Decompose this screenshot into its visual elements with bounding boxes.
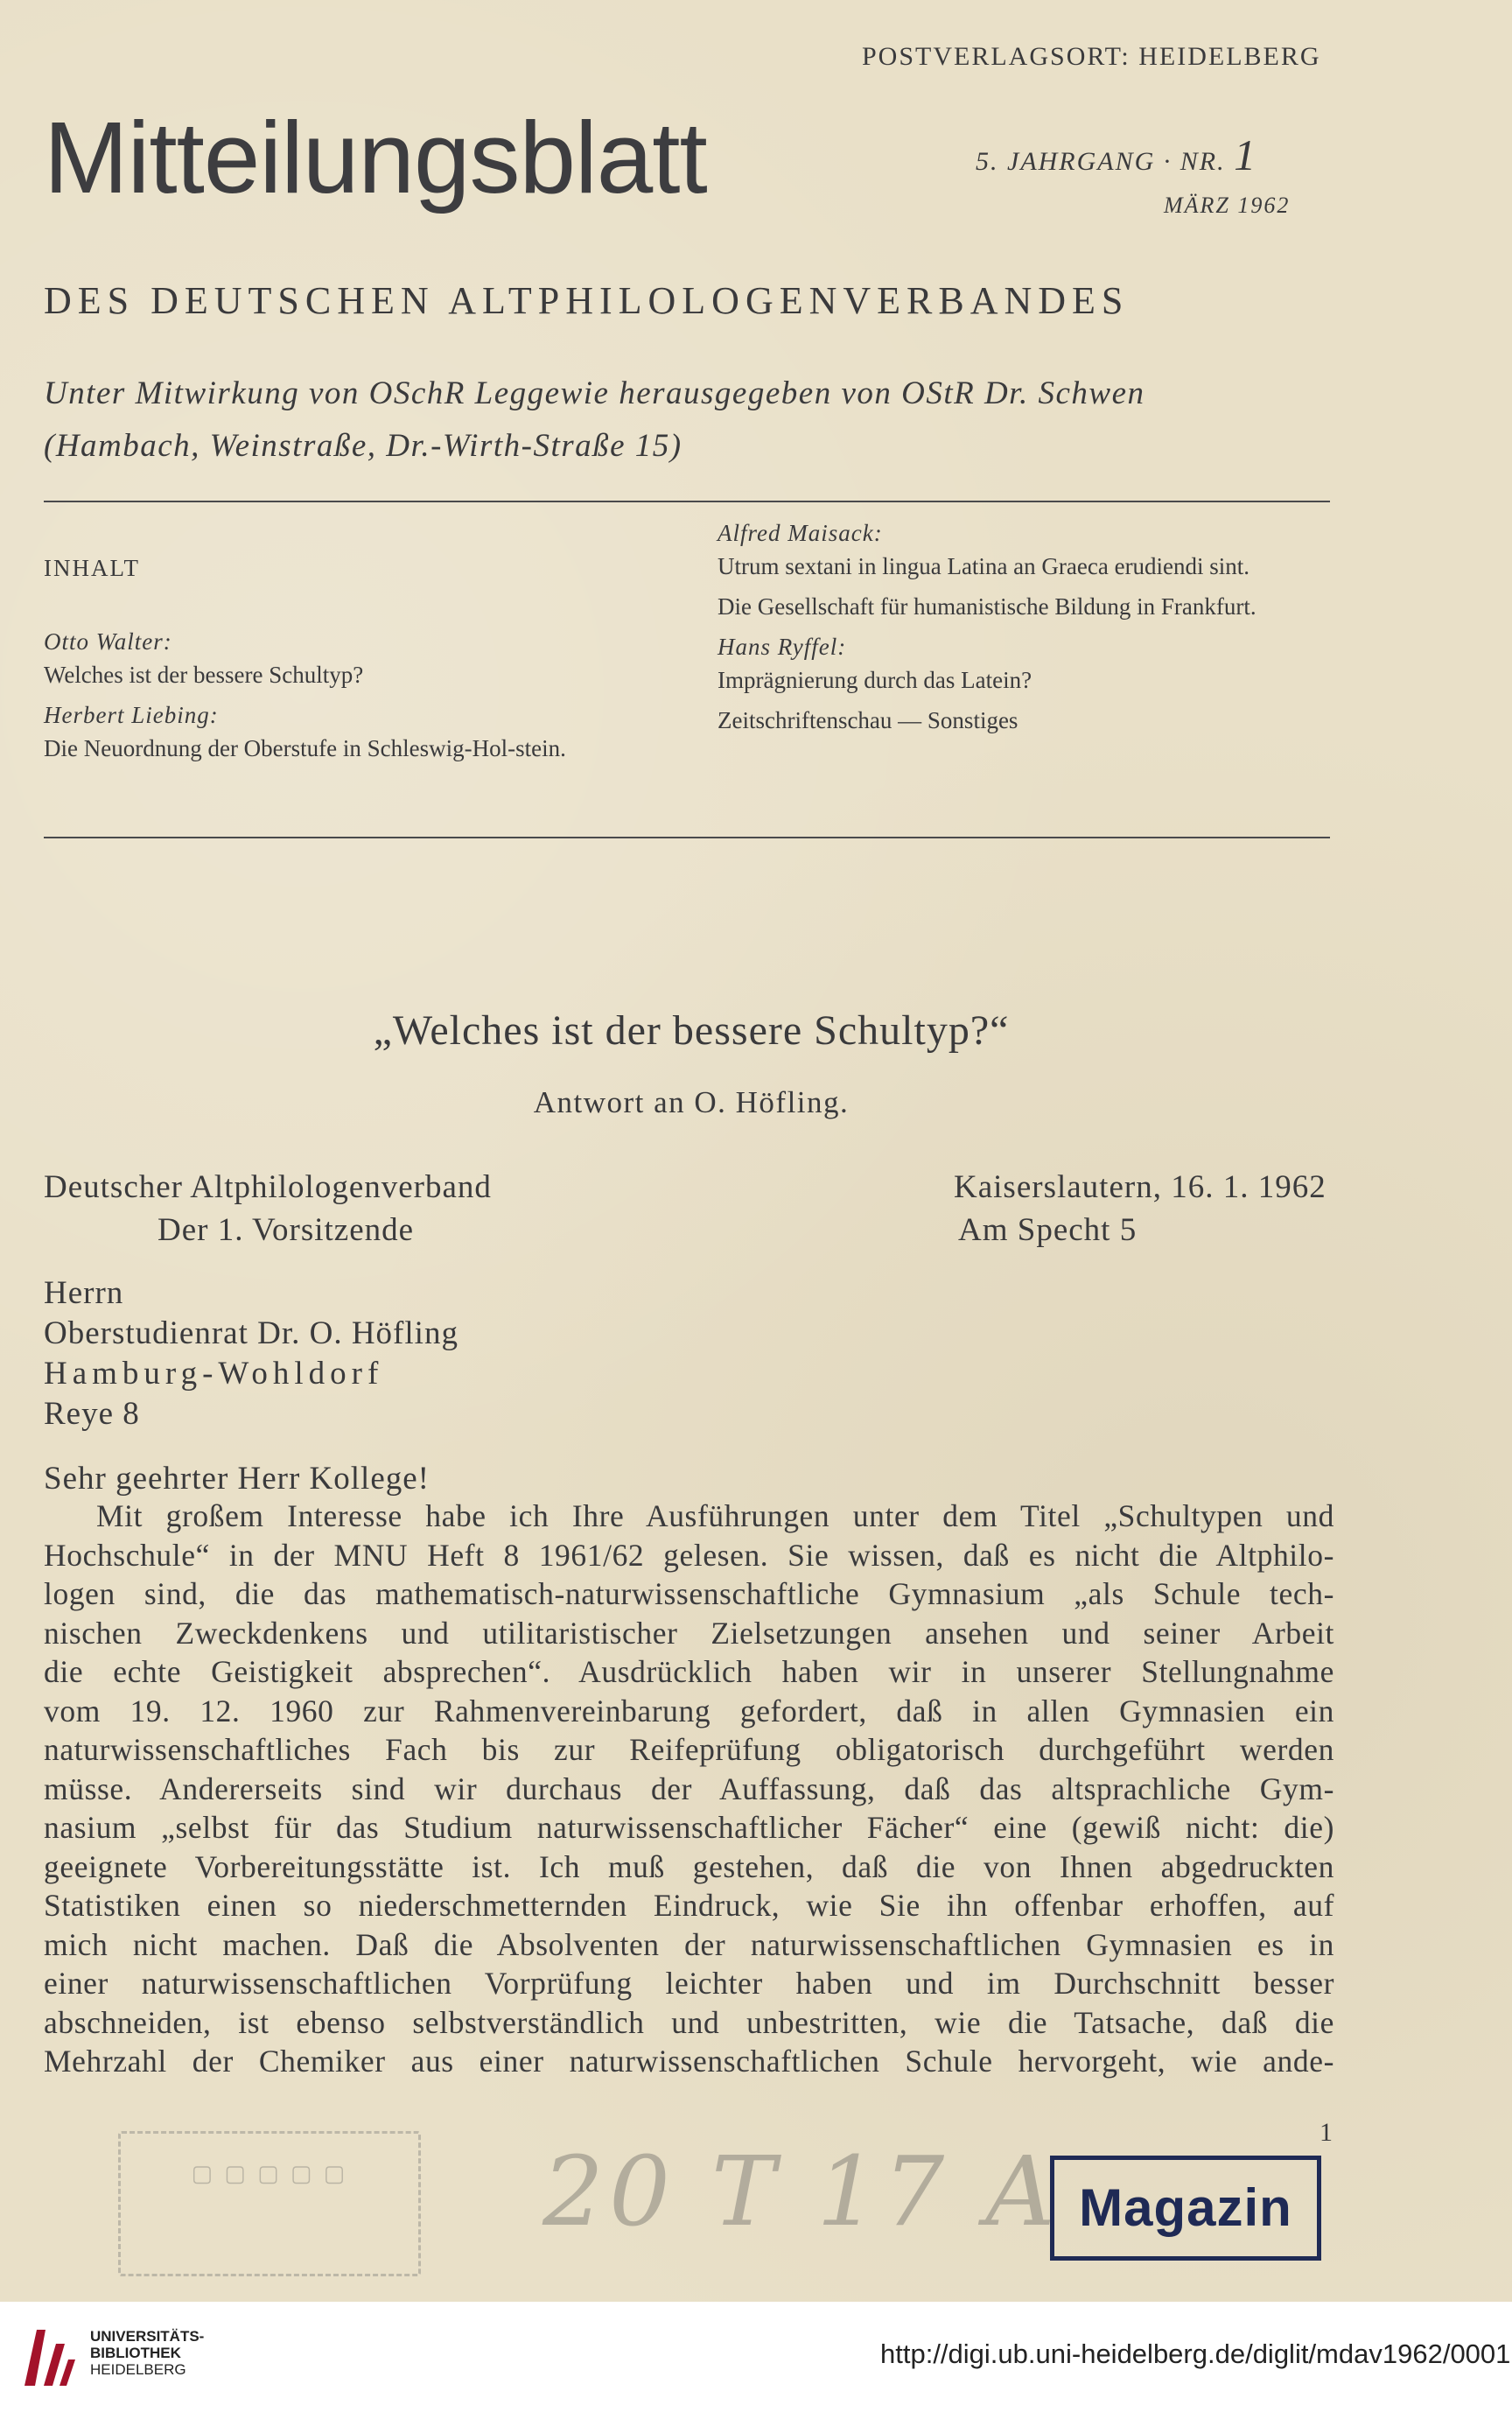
body-line: müsse. Andererseits sind wir durchaus der Auffassung, daß das altsprachliche Gym- <box>44 1770 1334 1806</box>
toc-left-column <box>44 551 665 765</box>
street-line: Am Specht 5 <box>958 1212 1138 1248</box>
body-line: die echte Geistigkeit absprechen“. Ausdrücklich haben wir in unserer Stellungnahme <box>44 1654 1334 1689</box>
toc-right-column <box>718 516 1334 737</box>
masthead-subtitle: DES DEUTSCHEN ALTPHILOLOGENVERBANDES <box>44 279 1130 322</box>
body-line: naturwissenschaftliches Fach bis zur Reifeprüfung obligatorisch durchgeführt werden <box>44 1732 1334 1767</box>
toc-heading: INHALT <box>44 555 140 581</box>
toc-title: Zeitschriftenschau — Sonstiges <box>718 707 1018 733</box>
body-line: abschneiden, ist ebenso selbstverständlich und unbestritten, wie die Tatsache, daß die <box>44 2004 1334 2040</box>
editors-line-2: (Hambach, Weinstraße, Dr.-Wirth-Straße 15) <box>44 428 682 464</box>
permalink-url[interactable]: http://digi.ub.uni-heidelberg.de/diglit/mdav1962/0001 <box>880 2338 1511 2369</box>
toc-author: Alfred Maisack: <box>718 520 883 546</box>
issue-line <box>976 130 1257 180</box>
body-line: Statistiken einen so niederschmetternden Eindruck, wie Sie ihn offenbar erhoffen, auf <box>44 1888 1334 1923</box>
body-line: Mehrzahl der Chemiker aus einer naturwissenschaftlichen Schule hervorgeht, wie ande- <box>44 2044 1334 2079</box>
body-line: nasium „selbst für das Studium naturwissenschaftlicher Fächer“ eine (gewiß nicht: die) <box>44 1810 1334 1845</box>
library-line-3: HEIDELBERG <box>90 2361 186 2378</box>
sender-line-2: Der 1. Vorsitzende <box>158 1212 415 1248</box>
top-divider <box>44 501 1330 502</box>
body-line: vom 19. 12. 1960 zur Rahmenvereinbarung gefordert, daß in allen Gymnasien ein <box>44 1693 1334 1728</box>
body-line: logen sind, die das mathematisch-naturwissenschaftliche Gymnasium „als Schule tech- <box>44 1576 1334 1611</box>
postverlag-line: POSTVERLAGSORT: HEIDELBERG <box>862 42 1321 71</box>
body-line: nischen Zweckdenkens und utilitaristischer Zielsetzungen ansehen und seiner Arbeit <box>44 1615 1334 1651</box>
address-line: Reye 8 <box>44 1396 140 1432</box>
toc-title: Utrum sextani in lingua Latina an Graeca erudiendi sint. <box>718 553 1250 579</box>
issue-number: 1 <box>1234 130 1258 179</box>
address-line: Oberstudienrat Dr. O. Höfling <box>44 1315 458 1351</box>
shelfmark-handwriting: 20 T 17 A <box>542 2135 1060 2247</box>
masthead-title: Mitteilungsblatt <box>44 101 707 214</box>
body-line: geeignete Vorbereitungsstätte ist. Ich muß gestehen, daß die von Ihnen abgedruckten <box>44 1848 1334 1884</box>
toc-author: Herbert Liebing: <box>44 702 219 728</box>
faded-library-stamp: ▢ ▢ ▢ ▢ ▢ <box>118 2131 421 2276</box>
place-date-line: Kaiserslautern, 16. 1. 1962 <box>954 1169 1326 1205</box>
article-title: „Welches ist der bessere Schultyp?“ <box>373 1007 1010 1054</box>
body-line: einer naturwissenschaftlichen Vorprüfung leichter haben und im Durchschnitt besser <box>44 1966 1334 2001</box>
magazin-stamp-label: Magazin <box>1079 2178 1292 2237</box>
university-logo-icon <box>18 2317 79 2394</box>
salutation: Sehr geehrter Herr Kollege! <box>44 1461 430 1497</box>
library-name <box>90 2328 265 2378</box>
bottom-divider <box>44 837 1330 838</box>
body-line: Mit großem Interesse habe ich Ihre Ausführungen unter dem Titel „Schultypen und <box>96 1498 1334 1533</box>
article-body <box>44 1497 1334 2081</box>
article-subtitle: Antwort an O. Höfling. <box>533 1085 850 1119</box>
address-line: Hamburg-Wohldorf <box>44 1356 384 1392</box>
body-line: Hochschule“ in der MNU Heft 8 1961/62 gelesen. Sie wissen, daß es nicht die Altphilo- <box>44 1537 1334 1573</box>
toc-title: Welches ist der bessere Schultyp? <box>44 662 364 688</box>
body-line: mich nicht machen. Daß die Absolventen der naturwissenschaftlichen Gymnasien es in <box>44 1926 1334 1962</box>
toc-title: Imprägnierung durch das Latein? <box>718 667 1032 693</box>
toc-author: Otto Walter: <box>44 628 172 655</box>
issue-prefix: 5. JAHRGANG · NR. <box>976 147 1226 176</box>
magazin-stamp <box>1050 2156 1321 2261</box>
editors-line-1: Unter Mitwirkung von OSchR Leggewie herausgegeben von OStR Dr. Schwen <box>44 375 1145 411</box>
library-line-2: BIBLIOTHEK <box>90 2345 181 2361</box>
issue-date: MÄRZ 1962 <box>1164 193 1291 218</box>
toc-title: Die Gesellschaft für humanistische Bildung in Frankfurt. <box>718 593 1256 620</box>
page-number: 1 <box>1320 2118 1333 2147</box>
toc-title: Die Neuordnung der Oberstufe in Schleswig-Hol-stein. <box>44 735 566 761</box>
toc-author: Hans Ryffel: <box>718 634 847 660</box>
library-line-1: UNIVERSITÄTS- <box>90 2328 205 2345</box>
sender-line-1: Deutscher Altphilologenverband <box>44 1169 492 1205</box>
address-line: Herrn <box>44 1275 124 1311</box>
